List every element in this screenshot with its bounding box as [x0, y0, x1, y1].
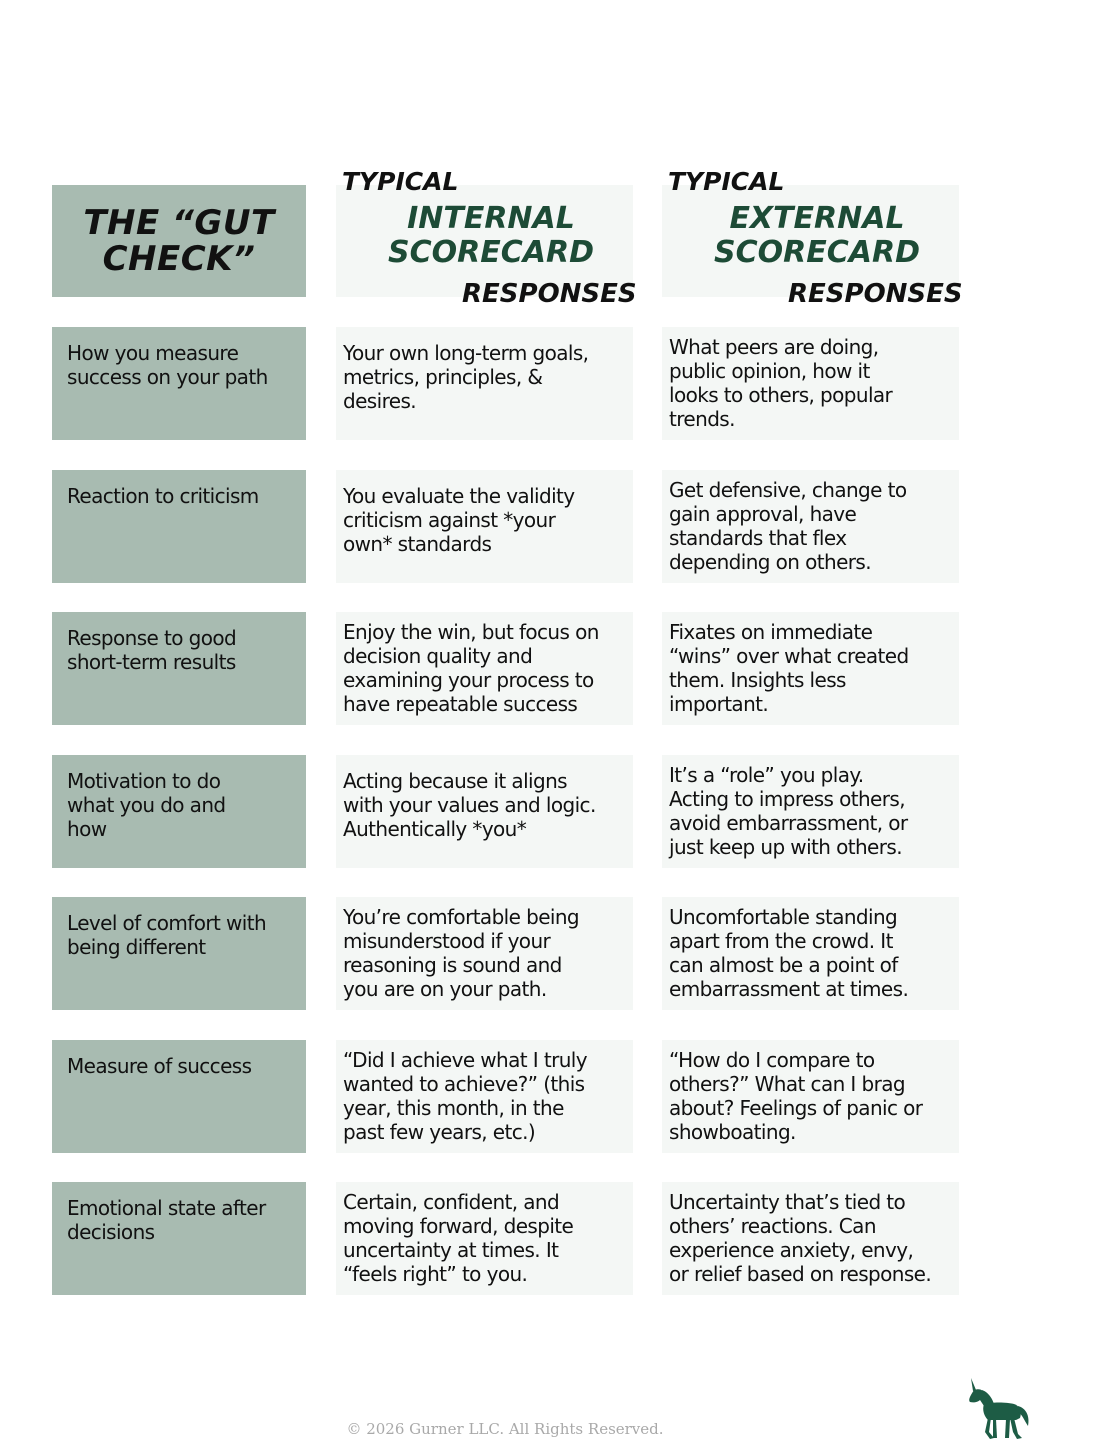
row-label-cell [52, 1040, 306, 1153]
row-label: How you measure success on your path [67, 341, 268, 389]
row-label-cell [52, 470, 306, 583]
internal-response-cell [336, 612, 633, 725]
row-label: Level of comfort with being different [67, 911, 267, 959]
row-label-cell [52, 612, 306, 725]
internal-response-text: Enjoy the win, but focus on decision quality and examining your process to have repeatable success [343, 620, 599, 716]
external-response-cell [662, 1182, 959, 1295]
external-response-text: What peers are doing, public opinion, how it looks to others, popular trends. [669, 335, 893, 431]
external-typical-label: TYPICAL [668, 167, 785, 196]
row-label-cell [52, 755, 306, 868]
row-label: Motivation to do what you do and how [67, 769, 226, 841]
internal-response-cell [336, 327, 633, 440]
internal-response-text: You’re comfortable being misunderstood if your reasoning is sound and you are on your path. [343, 905, 580, 1001]
external-response-text: It’s a “role” you play. Acting to impress others, avoid embarrassment, or just keep up with others. [669, 763, 908, 859]
external-response-cell [662, 327, 959, 440]
internal-scorecard-line1: INTERNAL [407, 201, 575, 236]
external-response-cell [662, 470, 959, 583]
internal-responses-label: RESPONSES [462, 279, 637, 309]
row-label: Measure of success [67, 1054, 252, 1078]
gut-check-title: THE “GUT CHECK” [83, 203, 275, 279]
external-response-cell [662, 612, 959, 725]
internal-typical-label: TYPICAL [342, 167, 459, 196]
copyright-footer: © 2026 Gurner LLC. All Rights Reserved. [346, 1420, 664, 1438]
external-response-cell [662, 897, 959, 1010]
internal-response-text: You evaluate the validity criticism against *your own* standards [343, 484, 575, 556]
external-response-text: Fixates on immediate “wins” over what created them. Insights less important. [669, 620, 909, 716]
internal-response-cell [336, 1182, 633, 1295]
external-responses-label: RESPONSES [788, 279, 963, 309]
external-response-text: Uncertainty that’s tied to others’ reactions. Can experience anxiety, envy, or relief based on response. [669, 1190, 932, 1286]
internal-response-cell [336, 897, 633, 1010]
external-response-cell [662, 1040, 959, 1153]
row-label-cell [52, 1182, 306, 1295]
internal-response-cell [336, 470, 633, 583]
internal-scorecard-line2: SCORECARD [388, 235, 594, 270]
gut-check-header [52, 185, 306, 297]
external-response-text: Get defensive, change to gain approval, have standards that flex depending on others. [669, 478, 907, 574]
external-scorecard-line2: SCORECARD [714, 235, 920, 270]
row-label: Response to good short-term results [67, 626, 237, 674]
row-label-cell [52, 897, 306, 1010]
internal-response-text: “Did I achieve what I truly wanted to achieve?” (this year, this month, in the past few years, etc.) [343, 1048, 587, 1144]
row-label-cell [52, 327, 306, 440]
internal-response-cell [336, 755, 633, 868]
internal-response-text: Acting because it aligns with your values and logic. Authentically *you* [343, 769, 596, 841]
external-response-text: Uncomfortable standing apart from the crowd. It can almost be a point of embarrassment at times. [669, 905, 909, 1001]
external-scorecard-line1: EXTERNAL [729, 201, 905, 236]
unicorn-icon [962, 1376, 1034, 1440]
row-label: Emotional state after decisions [67, 1196, 266, 1244]
external-response-text: “How do I compare to others?” What can I brag about? Feelings of panic or showboating. [669, 1048, 923, 1144]
row-label: Reaction to criticism [67, 484, 259, 508]
external-response-cell [662, 755, 959, 868]
internal-response-cell [336, 1040, 633, 1153]
internal-response-text: Certain, confident, and moving forward, despite uncertainty at times. It “feels right” to you. [343, 1190, 574, 1286]
internal-response-text: Your own long-term goals, metrics, principles, & desires. [343, 341, 589, 413]
